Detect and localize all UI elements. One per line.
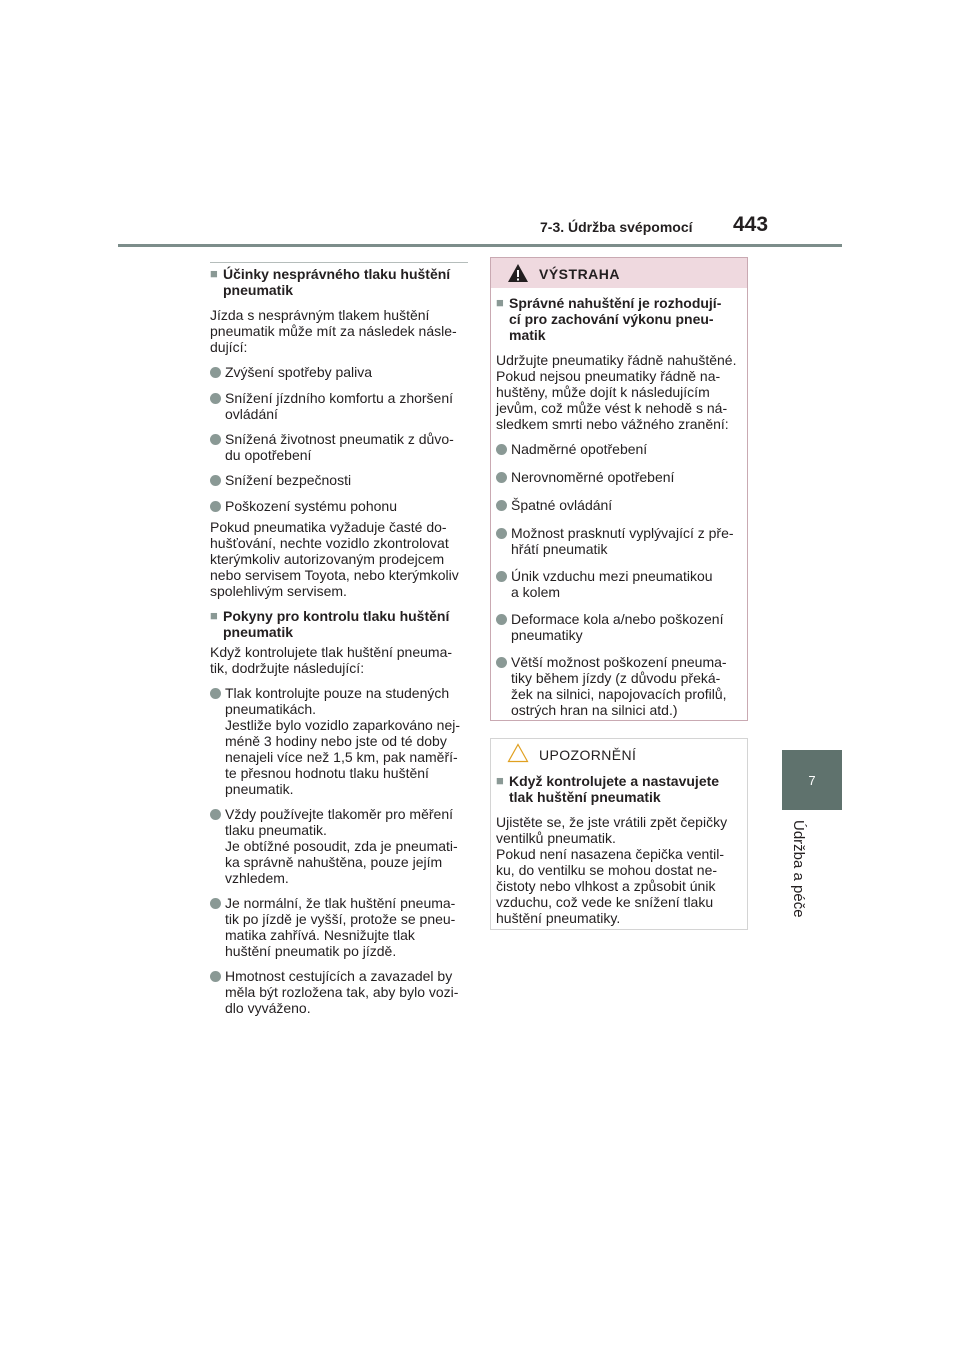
chapter-number: 7 <box>808 772 816 788</box>
column-rule <box>210 262 468 263</box>
bullet-icon <box>210 685 225 797</box>
list-item: Deformace kola a/nebo poškození pneumatiky <box>496 611 744 643</box>
bullet-icon <box>210 968 225 1016</box>
bullet-icon <box>496 611 511 643</box>
warning-body <box>496 295 744 727</box>
list-item: Nerovnoměrné opotřebení <box>496 469 744 486</box>
list-item: Zvýšení spotřeby paliva <box>210 364 468 381</box>
notice-heading: ■ Když kontrolujete a nastavujete tlak huštění pneumatik <box>496 773 720 805</box>
warning-title: VÝSTRAHA <box>539 266 621 282</box>
list-item: Nadměrné opotřebení <box>496 441 744 458</box>
paragraph: Když kontrolujete tlak huštění pneuma- tik, dodržujte následující: <box>210 644 453 676</box>
bullet-icon <box>496 497 511 514</box>
notice-body <box>496 773 744 935</box>
caution-icon <box>507 743 529 763</box>
heading-text: Účinky nesprávného tlaku huštění pneumatik <box>223 266 451 298</box>
list-item: Možnost prasknutí vyplývající z pře- hřátí pneumatik <box>496 525 744 557</box>
square-bullet-icon: ■ <box>496 773 504 788</box>
heading-text: Pokyny pro kontrolu tlaku huštění pneumatik <box>223 608 450 640</box>
warning-box <box>490 257 748 721</box>
bullet-icon <box>210 806 225 886</box>
chapter-tab[interactable] <box>782 750 842 810</box>
list-item: Snížení jízdního komfortu a zhoršení ovládání <box>210 390 468 422</box>
list-item: Větší možnost poškození pneuma- tiky během jízdy (z důvodu překá- žek na silnici, napojovacích profilů, ostrých hran na silnici atd.) <box>496 654 744 718</box>
paragraph: Jízda s nesprávným tlakem huštění pneumatik může mít za následek násle- dující: <box>210 307 457 355</box>
square-bullet-icon: ■ <box>210 266 218 281</box>
bullet-icon <box>496 568 511 600</box>
bullet-icon <box>496 469 511 486</box>
list-item: Hmotnost cestujících a zavazadel by měla být rozložena tak, aby bylo vozi- dlo vyváženo. <box>210 968 468 1016</box>
bullet-icon <box>496 441 511 458</box>
header-rule <box>118 244 842 247</box>
square-bullet-icon: ■ <box>496 295 504 310</box>
section-heading <box>210 266 468 298</box>
list-item: Je normální, že tlak huštění pneuma- tik po jízdě je vyšší, protože se pneu- matika zahřívá. Nesnižujte tlak huštění pneumatik po jízdě. <box>210 895 468 959</box>
page-number: 443 <box>733 213 769 236</box>
bullet-icon <box>210 364 225 381</box>
notice-box <box>490 738 748 930</box>
bullet-icon <box>496 654 511 718</box>
notice-title: UPOZORNĚNÍ <box>539 747 637 763</box>
warning-text: Udržujte pneumatiky řádně nahuštěné. Pokud nejsou pneumatiky řádně na- huštěny, může dojít k následujícím jevům, což může vést k nehodě s ná- sledkem smrti nebo vážného zranění: <box>496 352 737 432</box>
paragraph: Pokud pneumatika vyžaduje časté do- hušťování, nechte vozidlo zkontrolovat kterýmkoliv autorizovaným prodejcem nebo servisem Toyota, nebo kterýmkoliv spolehlivým servisem. <box>210 519 459 599</box>
section-title: 7-3. Údržba svépomocí <box>540 219 693 235</box>
warning-header <box>491 258 747 288</box>
bullet-icon <box>210 895 225 959</box>
warning-icon <box>507 263 529 283</box>
warning-heading: ■ Správné nahuštění je rozhodují- cí pro zachování výkonu pneu- matik <box>496 295 722 343</box>
bullet-icon <box>210 431 225 463</box>
list-item: Únik vzduchu mezi pneumatikou a kolem <box>496 568 744 600</box>
square-bullet-icon: ■ <box>210 608 218 623</box>
chapter-title: Údržba a péče <box>790 820 807 918</box>
list-item: Poškození systému pohonu <box>210 498 468 515</box>
bullet-icon <box>210 390 225 422</box>
list-item: Špatné ovládání <box>496 497 744 514</box>
section-heading <box>210 608 468 640</box>
list-item: Tlak kontrolujte pouze na studených pneumatikách. Jestliže bylo vozidlo zaparkováno nej- méně 3 hodiny nebo jste od té doby nenajeli více než 1,5 km, pak naměří- te přesnou hodnotu tlaku huštění pneumatik. <box>210 685 468 797</box>
bullet-icon <box>496 525 511 557</box>
list-item: Snížení bezpečnosti <box>210 472 468 489</box>
list-item: Vždy používejte tlakoměr pro měření tlaku pneumatik. Je obtížné posoudit, zda je pneumati- ka správně nahuštěna, pouze jejím vzhledem. <box>210 806 468 886</box>
bullet-icon <box>210 472 225 489</box>
notice-text: Ujistěte se, že jste vrátili zpět čepičky ventilků pneumatik. Pokud není nasazena čepička ventil- ku, do ventilku se mohou dostat ne- čistoty nebo vlhkost a způsobit únik vzduchu, což vede ke snížení tlaku huštění pneumatiky. <box>496 814 728 926</box>
list-item: Snížená životnost pneumatik z důvo- du opotřebení <box>210 431 468 463</box>
left-column <box>210 266 468 1025</box>
bullet-icon <box>210 498 225 515</box>
